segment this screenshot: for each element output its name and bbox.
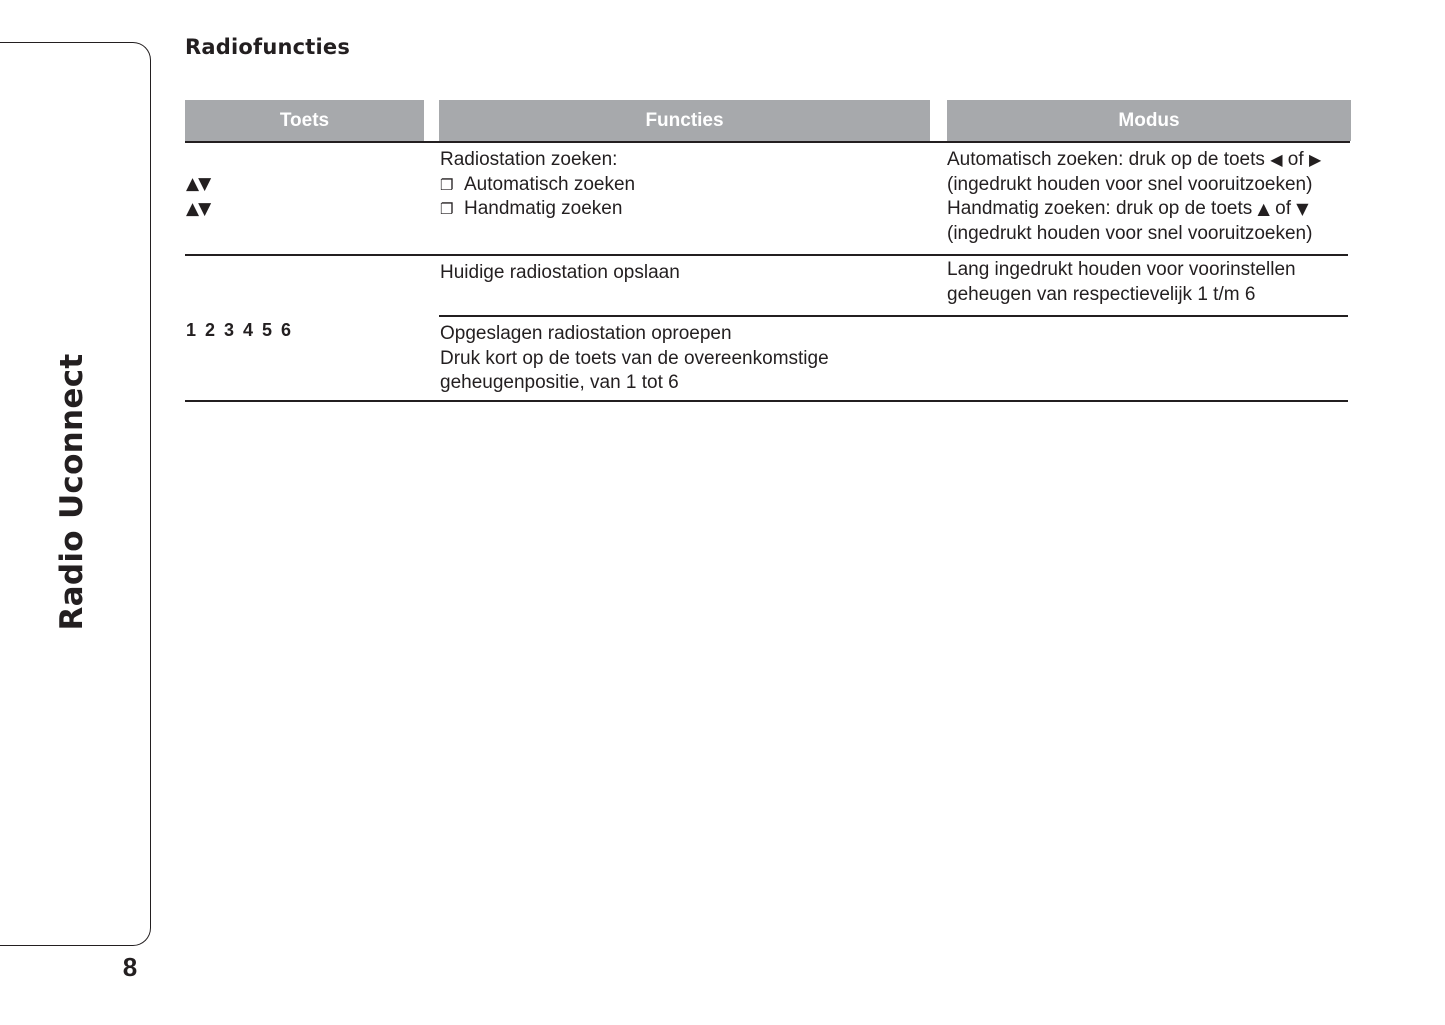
- search-intro: Radiostation zoeken:: [440, 149, 618, 170]
- list-item: ❐ Automatisch zoeken: [440, 173, 635, 198]
- table-bottom-border: [185, 400, 1348, 402]
- store-station-mode: Lang ingedrukt houden voor voorinstellen geheugen van respectievelijk 1 t/m 6: [947, 259, 1296, 305]
- list-item: ❐ Handmatig zoeken: [440, 197, 635, 222]
- header-functies: Functies: [439, 100, 930, 141]
- manual-search-instruction: Handmatig zoeken: druk op de toets ▲ of ▼: [947, 198, 1309, 219]
- up-down-keys: ▲▼: [186, 174, 211, 194]
- search-functions: [440, 148, 635, 222]
- search-modes: [947, 148, 1321, 246]
- chapter-title: Radio Uconnect: [54, 353, 90, 631]
- checkbox-bullet-icon: ❐: [440, 175, 454, 194]
- preset-keys: 1 2 3 4 5 6: [186, 320, 294, 340]
- section-title: Radiofuncties: [185, 35, 351, 59]
- store-station-function: Huidige radiostation opslaan: [440, 262, 680, 283]
- header-divider: [185, 141, 1350, 143]
- checkbox-bullet-icon: ❐: [440, 200, 454, 218]
- page-number: 8: [122, 952, 138, 982]
- sub-row-divider: [439, 315, 1348, 317]
- row-divider: [185, 254, 1348, 256]
- search-keys: [186, 172, 210, 221]
- recall-station-function: Opgeslagen radiostation oproepen Druk kort op de toets van de overeenkomstige geheugenpositie, van 1 tot 6: [440, 323, 829, 393]
- up-down-keys: ▲▼: [186, 198, 211, 219]
- manual-search-note: (ingedrukt houden voor snel vooruitzoeken): [947, 222, 1313, 244]
- down-arrow-icon: ▼: [1296, 199, 1309, 218]
- right-arrow-icon: ▶: [1308, 150, 1322, 169]
- up-arrow-icon: ▲: [1257, 199, 1270, 218]
- left-arrow-icon: ◀: [1270, 150, 1283, 169]
- header-modus: Modus: [947, 100, 1351, 141]
- auto-search-note: (ingedrukt houden voor snel vooruitzoeken): [947, 173, 1313, 195]
- header-toets: Toets: [185, 100, 424, 141]
- auto-search-instruction: Automatisch zoeken: druk op de toets ◀ of ▶: [947, 149, 1322, 170]
